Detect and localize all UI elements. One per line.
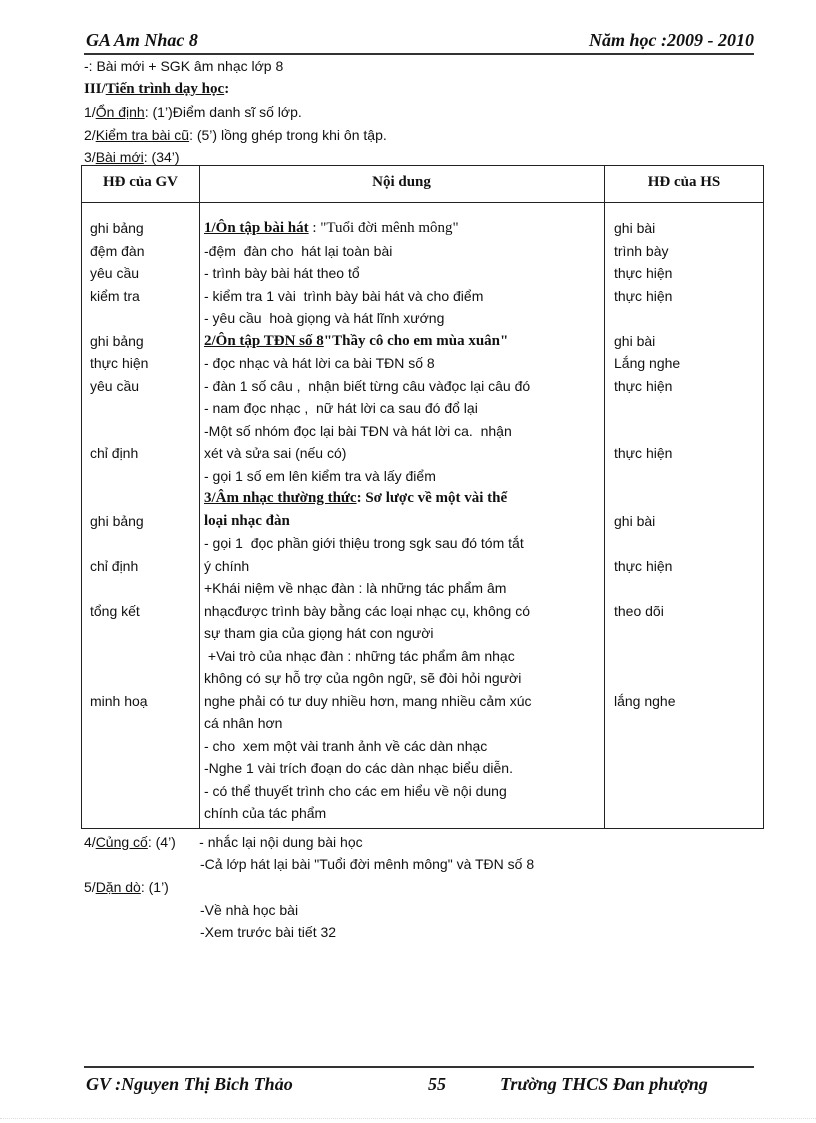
gv-activity [90,420,148,443]
content-line: - đàn 1 số câu , nhận biết từng câu vàđọc lại câu đó [204,377,531,394]
hs-activity: trình bày [614,242,669,259]
content-column [204,217,532,825]
header-divider [82,202,763,203]
hs-activity: ghi bài [614,332,656,349]
footer-rule [84,1066,754,1068]
content-line: chính của tác phẩm [204,805,327,821]
header-hs: HĐ của HS [647,174,721,190]
gv-activity: yêu cầu [90,265,140,281]
hs-activity [614,645,680,668]
hs-activity [614,622,680,645]
hs-activity [614,420,680,443]
content-line: nghe phải có tư duy nhiều hơn, mang nhiều cảm xúc [204,692,532,709]
hs-activity: ghi bài [614,220,656,236]
content-line: -Một số nhóm đọc lại bài TĐN và hát lời ca. nhận [204,422,512,439]
content-line: - cho xem một vài tranh ảnh về các dàn nhạc [204,737,488,754]
gv-activity [90,622,148,645]
hs-activity [614,397,680,420]
content-line: -Nghe 1 vài trích đoạn do các dàn nhạc biểu diễn. [204,760,513,776]
content-line: - gọi 1 số em lên kiểm tra và lấy điểm [204,467,436,484]
content-heading-3-cont: loại nhạc đàn [204,512,290,529]
header-gv: HĐ của GV [103,174,178,190]
header-school-year: Năm học :2009 - 2010 [589,30,754,50]
gv-activity: đệm đàn [90,242,145,259]
hs-activity: thực hiện [614,445,673,461]
page-number: 55 [428,1074,446,1094]
hs-activity [614,487,680,510]
content-line: - đọc nhạc và hát lời ca bài TĐN số 8 [204,355,435,371]
content-line: không có sự hỗ trợ của ngôn ngữ, sẽ đòi hỏi người [204,670,522,686]
hs-activity: Lắng nghe [614,355,681,371]
header-noi-dung: Nội dung [372,174,431,190]
content-line: - có thể thuyết trình cho các em hiểu về nội dung [204,782,507,799]
cung-co-line2: -Cả lớp hát lại bài "Tuổi đời mênh mông" và TĐN số 8 [200,856,535,872]
hs-activity [614,577,680,600]
dan-do-item-2: -Xem trước bài tiết 32 [200,924,337,940]
gv-activity: minh hoạ [90,692,148,709]
gv-activity [90,465,148,488]
section-title: III/Tiến trình dạy học: [84,81,230,97]
content-line: ý chính [204,557,250,574]
col-divider [604,166,605,828]
lesson-table [81,165,764,829]
step-on-dinh: 1/Ổn định: (1’)Điểm danh sĩ số lớp. [84,104,302,120]
hs-activity [614,465,680,488]
header-rule [84,53,754,55]
gv-activity [90,487,148,510]
col-divider [199,166,200,828]
dan-do-item-1: -Về nhà học bài [200,902,299,918]
gv-activity: ghi bảng [90,332,144,349]
footer-teacher: GV :Nguyen Thị Bich Thảo [86,1074,293,1094]
dan-do: 5/Dặn dò: (1’) [84,879,169,895]
hs-column [614,217,680,712]
gv-activity: yêu cầu [90,377,140,394]
content-heading-3: 3/Âm nhạc thường thức: Sơ lược về một vài thể [204,490,508,506]
content-line: - trình bày bài hát theo tổ [204,265,360,281]
footer-school: Trường THCS Đan phượng [500,1074,708,1094]
content-line: xét và sửa sai (nếu có) [204,445,347,461]
header-subject: GA Am Nhac 8 [86,30,198,50]
content-line: - nam đọc nhạc , nữ hát lời ca sau đó đổ lại [204,400,478,416]
gv-activity: thực hiện [90,355,149,371]
hs-activity: thực hiện [614,557,673,574]
intro-line: -: Bài mới + SGK âm nhạc lớp 8 [84,58,284,74]
gv-activity [90,667,148,690]
gv-activity: ghi bảng [90,512,144,529]
content-line: -đệm đàn cho hát lại toàn bài [204,242,393,259]
gv-activity [90,645,148,668]
content-line: sự tham gia của giọng hát con người [204,625,434,641]
step-bai-moi: 3/Bài mới: (34’) [84,149,180,165]
gv-activity: chỉ định [90,445,139,461]
page-bottom-edge [0,1118,816,1119]
hs-activity: ghi bài [614,512,656,529]
content-line: nhạcđược trình bày bằng các loại nhạc cụ, không có [204,602,530,619]
hs-activity: lắng nghe [614,692,676,709]
gv-activity: ghi bảng [90,220,144,236]
hs-activity [614,667,680,690]
content-heading-2: 2/Ôn tập TĐN số 8"Thầy cô cho em mùa xuân" [204,332,509,349]
content-line: +Khái niệm về nhạc đàn : là những tác phẩm âm [204,580,507,596]
gv-activity [90,307,148,330]
hs-activity: thực hiện [614,377,673,394]
gv-column [90,217,148,712]
gv-activity [90,577,148,600]
hs-activity: thực hiện [614,287,673,304]
gv-activity: kiểm tra [90,287,140,304]
hs-activity: thực hiện [614,265,673,281]
gv-activity [90,532,148,555]
hs-activity [614,532,680,555]
content-line: - gọi 1 đọc phần giới thiệu trong sgk sau đó tóm tắt [204,535,524,551]
hs-activity: theo dõi [614,602,664,619]
content-line: - kiểm tra 1 vài trình bày bài hát và cho điểm [204,287,484,304]
content-line: cá nhân hơn [204,715,283,731]
step-kiem-tra: 2/Kiểm tra bài cũ: (5’) lồng ghép trong khi ôn tập. [84,127,387,143]
gv-activity: chỉ định [90,557,139,574]
content-line: - yêu cầu hoà giọng và hát lĩnh xướng [204,310,445,326]
hs-activity [614,307,680,330]
gv-activity [90,397,148,420]
cung-co: 4/Củng cố: (4’) - nhắc lại nội dung bài học [84,834,363,850]
content-heading-1: 1/Ôn tập bài hát : "Tuổi đời mênh mông" [204,220,459,236]
gv-activity: tổng kết [90,602,140,619]
content-line: +Vai trò của nhạc đàn : những tác phẩm âm nhạc [204,647,515,664]
